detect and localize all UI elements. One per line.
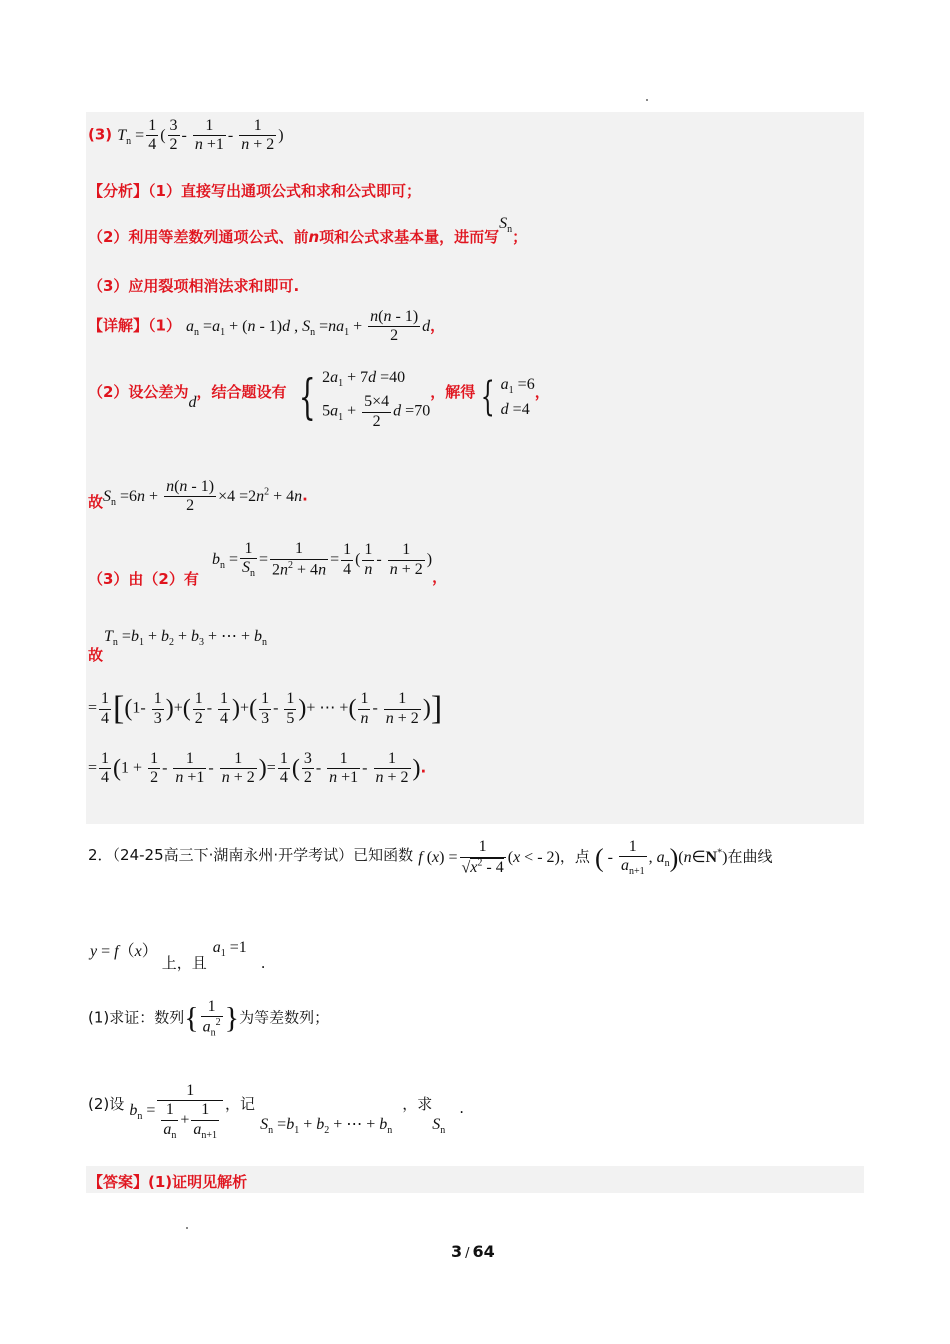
detail-p2-end: ， bbox=[534, 383, 550, 402]
problem-source: （24-25高三下·湖南永州·开学考试）已知函数 bbox=[112, 845, 414, 864]
analysis-text-3: （3）应用裂项相消法求和即可. bbox=[88, 277, 300, 295]
sn-target: $S_n$ bbox=[432, 1116, 446, 1137]
question-2-end: . bbox=[459, 1099, 465, 1118]
sn-sum-def: $S_n =b_1 + b_2$ + ⋯ + $b_n$ bbox=[260, 1116, 393, 1137]
telescoping-line-2: = $\frac{1}{4}$ (1 + $\frac{1}{2}$ - $\frac{1}{n +1}$ - $\frac{1}{n + 2}$ )= $\frac{1}{4}$ ( $\frac{3}{2}$ - $\frac{1}{n +1}$ - $\frac{1}{n + 2}$ ). bbox=[88, 750, 427, 787]
general-formula: $a_n =a_1 + (n - 1)d$ , $S_n =na_1$ + $\frac{n(n - 1)}{2}$ d bbox=[186, 308, 431, 345]
current-page: 3 bbox=[451, 1242, 463, 1261]
question-1 bbox=[88, 998, 329, 1039]
analysis-text-2b: 项和公式求基本量，进而写 bbox=[319, 228, 500, 246]
detail-line-3 bbox=[88, 540, 448, 588]
question-2 bbox=[88, 1082, 464, 1141]
question-2-text: (2)设 bbox=[88, 1095, 125, 1114]
answer-tag: 【答案】 bbox=[88, 1173, 149, 1191]
detail-p3-end: ， bbox=[432, 567, 448, 586]
answer-item-3 bbox=[88, 117, 284, 155]
page-sep: / bbox=[465, 1246, 470, 1261]
page-number bbox=[451, 1242, 495, 1261]
question-2-find: ，求 bbox=[402, 1095, 433, 1114]
point-text: ，点 bbox=[559, 847, 590, 866]
function-def: f (x) = $\frac{1}{√x^2 - 4}$ (x < - 2) bbox=[418, 838, 560, 877]
gu-2: 故 bbox=[88, 646, 104, 664]
sequence-1-over-an2: { $\frac{1}{a_n^2}$ } bbox=[184, 998, 240, 1039]
d-symbol: d bbox=[188, 394, 197, 412]
analysis-n: n bbox=[308, 228, 320, 246]
item-label: (3) bbox=[88, 125, 113, 144]
problem-2-line-1 bbox=[88, 838, 772, 878]
sn-symbol: $S_n$ bbox=[499, 215, 513, 236]
solution-system: { $a_1 =6$ d =4 bbox=[480, 374, 535, 421]
sn-formula: $S_n =6n$ + $\frac{n(n - 1)}{2}$ $\times 4 =2n^2 + 4n$ bbox=[103, 478, 303, 515]
telescoping-line-1: = $\frac{1}{4}$ [(1- $\frac{1}{3}$ )+( $\frac{1}{2}$ - $\frac{1}{4}$ )+( $\frac{1}{3}$ - $\frac{1}{5}$ )+ ⋯ +( $\frac{1}{n}$ - $\frac{1}{n + 2}$ )] bbox=[88, 690, 443, 727]
analysis-line-3 bbox=[88, 275, 299, 296]
detail-line-2 bbox=[88, 364, 550, 431]
gu-1: 故 bbox=[88, 492, 104, 511]
answer-text: (1)证明见解析 bbox=[148, 1173, 248, 1191]
question-2-mid: ，记 bbox=[225, 1095, 256, 1114]
a1-eq: $a_1 =1$ bbox=[212, 939, 247, 960]
problem-2-line-2 bbox=[90, 938, 266, 972]
scan-dot bbox=[646, 99, 648, 101]
curve-text: 在曲线 bbox=[727, 847, 773, 866]
gu-2-wrap bbox=[88, 644, 103, 665]
detail-tag: 【详解】 bbox=[88, 316, 149, 335]
analysis-tag: 【分析】 bbox=[88, 182, 149, 200]
analysis-end: ； bbox=[512, 228, 528, 246]
equation-system: { $2a_1 + 7d =40$ $5a_1$ + $\frac{5\times 4}{2}$ d =70 bbox=[298, 369, 431, 430]
detail-p3-prefix: （3）由（2）有 bbox=[88, 569, 199, 588]
analysis-line-2 bbox=[88, 212, 528, 246]
analysis-line-1 bbox=[88, 180, 421, 201]
question-1-text: (1)求证：数列 bbox=[88, 1008, 185, 1027]
detail-sn-line: 故$S_n =6n$ + $\frac{n(n - 1)}{2}$ $\times 4 =2n^2 + 4n$. bbox=[88, 478, 308, 515]
on-text: 上，且 bbox=[161, 954, 207, 972]
tn-result-formula: $T_n$ = $\frac{1}{4}$ ( $\frac{3}{2}$ - $\frac{1}{n +1}$ - $\frac{1}{n + 2}$ ) bbox=[117, 117, 284, 154]
curve-eq: y = f（x） bbox=[90, 943, 158, 960]
detail-p2-solve: ，解得 bbox=[430, 383, 476, 402]
analysis-text-1: （1）直接写出通项公式和求和公式即可； bbox=[148, 182, 421, 200]
period: . bbox=[260, 954, 266, 972]
bn-def: $b_n$ = 1 $\frac{1}{a_n}$ + $\frac{1}{a_{n+1}}$ bbox=[129, 1102, 225, 1119]
detail-p2-prefix: （2）设公差为 bbox=[88, 383, 189, 402]
total-pages: 64 bbox=[472, 1242, 495, 1261]
analysis-text-2: （2）利用等差数列通项公式、前 bbox=[88, 228, 309, 246]
problem-number: 2． bbox=[88, 845, 113, 864]
detail-p2-mid: ，结合题设有 bbox=[196, 383, 287, 402]
detail-line-1: 【详解】（1） $a_n =a_1 + (n - 1)d$ , $S_n =na_1$ + $\frac{n(n - 1)}{2}$ d， bbox=[88, 308, 446, 345]
scan-dot-2 bbox=[186, 1227, 188, 1229]
bn-formula: $b_n$ = $\frac{1}{S_n}$ = $\frac{1}{2n^2 + 4n}$ = $\frac{1}{4}$ ( $\frac{1}{n}$ - $\frac{1}{n + 2}$ ) bbox=[211, 540, 433, 580]
answer-line bbox=[88, 1171, 247, 1192]
point-coords: ( - $\frac{1}{a_{n+1}}$ , $a_n)(n\in N^*)$ bbox=[594, 838, 728, 878]
detail-p1: （1） bbox=[148, 316, 181, 335]
question-1-tail: 为等差数列； bbox=[239, 1008, 330, 1027]
tn-sum-formula: $T_n =b_1 + b_2 + b_3$ + ⋯ + $b_n$ bbox=[104, 628, 268, 649]
